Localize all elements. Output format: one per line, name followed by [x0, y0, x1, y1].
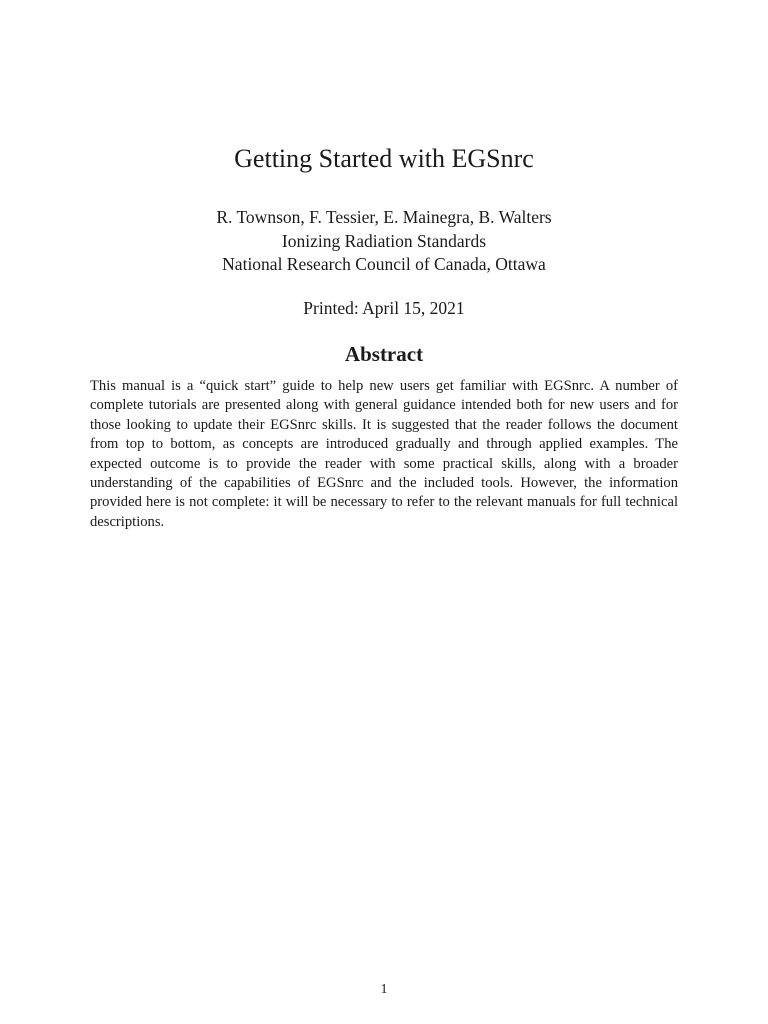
document-title: Getting Started with EGSnrc: [234, 144, 534, 173]
page-number: 1: [380, 982, 388, 997]
author-list: R. Townson, F. Tessier, E. Mainegra, B. Walters: [216, 207, 552, 227]
abstract-body: This manual is a “quick start” guide to help new users get familiar with EGSnrc. A number of complete tutorials are presented along with general guidance intended both for new users and for those looking to update their EGSnrc skills. It is suggested that the reader follows the document from top to bottom, as concepts are introduced gradually and through applied examples. The expected outcome is to provide the reader with some practical skills, along with a broader understanding of the capabilities of EGSnrc and the included tools. However, the information provided here is not complete: it will be necessary to refer to the relevant manuals for full technical descriptions.: [90, 378, 678, 530]
affiliation-organization: National Research Council of Canada, Ottawa: [222, 254, 546, 274]
affiliation-group: Ionizing Radiation Standards: [281, 230, 487, 251]
author-block: [0, 206, 768, 277]
printed-date: Printed: April 15, 2021: [303, 298, 465, 318]
abstract-heading: Abstract: [344, 342, 424, 366]
